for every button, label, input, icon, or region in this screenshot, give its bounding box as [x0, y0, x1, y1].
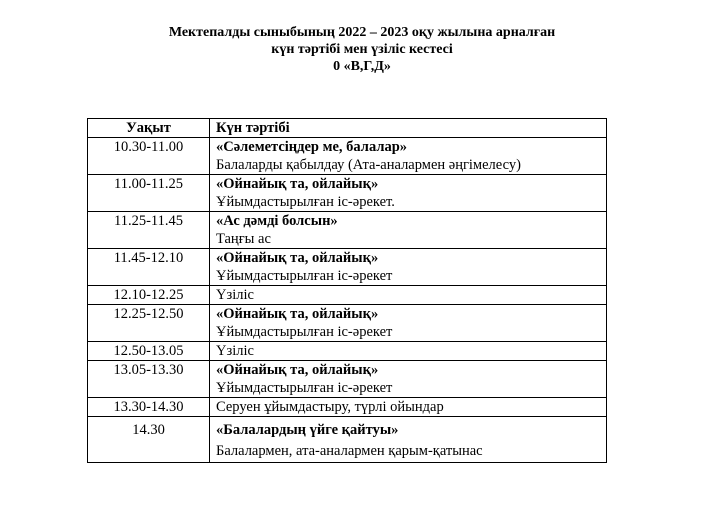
- activity-title: «Сәлеметсіңдер ме, балалар»: [216, 139, 408, 155]
- activity-description: Ұйымдастырылған іс-әрекет: [216, 268, 393, 284]
- time-cell: 11.00-11.25: [88, 175, 210, 212]
- column-header-activity: Күн тәртібі: [210, 119, 607, 138]
- activity-title: «Ойнайық та, ойлайық»: [216, 250, 379, 266]
- time-cell: 10.30-11.00: [88, 138, 210, 175]
- activity-cell: [210, 417, 607, 463]
- activity-description: Үзіліс: [216, 343, 254, 359]
- activity-cell: [210, 342, 607, 361]
- document-heading: [0, 24, 724, 75]
- table-row: [88, 305, 607, 342]
- activity-description: Ұйымдастырылған іс-әрекет: [216, 324, 393, 340]
- activity-cell: [210, 249, 607, 286]
- activity-description: Балаларды қабылдау (Ата-аналармен әңгімелесу): [216, 157, 521, 173]
- column-header-time: Уақыт: [88, 119, 210, 138]
- activity-description: Үзіліс: [216, 287, 254, 303]
- time-cell: 12.50-13.05: [88, 342, 210, 361]
- activity-description: Ұйымдастырылған іс-әрекет: [216, 380, 393, 396]
- heading-line-1: Мектепалды сыныбының 2022 – 2023 оқу жылына арналған: [168, 25, 556, 40]
- activity-title: «Ойнайық та, ойлайық»: [216, 362, 379, 378]
- time-cell: 13.05-13.30: [88, 361, 210, 398]
- activity-description: Балалармен, ата-аналармен қарым-қатынас: [216, 443, 483, 459]
- time-cell: 13.30-14.30: [88, 398, 210, 417]
- time-cell: 11.45-12.10: [88, 249, 210, 286]
- table-row: [88, 249, 607, 286]
- activity-title: «Ойнайық та, ойлайық»: [216, 176, 379, 192]
- activity-cell: [210, 138, 607, 175]
- activity-cell: [210, 286, 607, 305]
- table-row: [88, 175, 607, 212]
- activity-cell: [210, 212, 607, 249]
- heading-line-2: күн тәртібі мен үзіліс кестесі: [271, 42, 453, 57]
- activity-cell: [210, 175, 607, 212]
- table-row: [88, 138, 607, 175]
- table-row: [88, 286, 607, 305]
- table-row: [88, 398, 607, 417]
- activity-title: «Балалардың үйге қайтуы»: [216, 422, 399, 438]
- activity-description: Ұйымдастырылған іс-әрекет.: [216, 194, 395, 210]
- table-row: [88, 342, 607, 361]
- activity-description: Таңғы ас: [216, 231, 271, 247]
- activity-cell: [210, 305, 607, 342]
- activity-title: «Ойнайық та, ойлайық»: [216, 306, 379, 322]
- heading-line-3: 0 «В,Г,Д»: [333, 59, 391, 74]
- activity-cell: [210, 398, 607, 417]
- schedule-table: [87, 118, 607, 463]
- activity-description: Серуен ұйымдастыру, түрлі ойындар: [216, 399, 444, 415]
- time-cell: 11.25-11.45: [88, 212, 210, 249]
- activity-cell: [210, 361, 607, 398]
- time-cell: 14.30: [88, 417, 210, 463]
- table-row: [88, 361, 607, 398]
- table-row: [88, 417, 607, 463]
- table-row: [88, 212, 607, 249]
- time-cell: 12.10-12.25: [88, 286, 210, 305]
- time-cell: 12.25-12.50: [88, 305, 210, 342]
- table-header-row: [88, 119, 607, 138]
- activity-title: «Ас дәмді болсын»: [216, 213, 338, 229]
